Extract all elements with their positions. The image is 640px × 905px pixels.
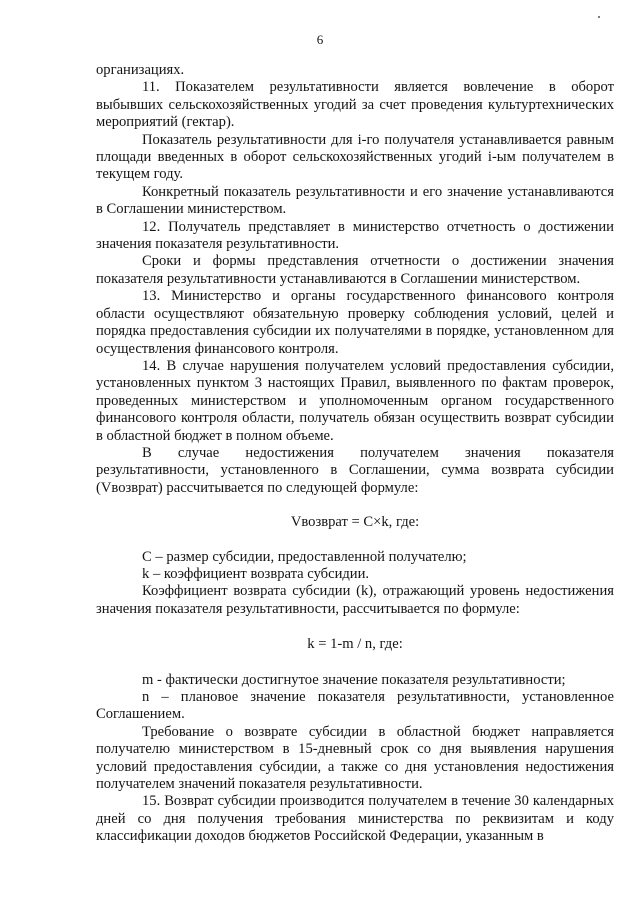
paragraph-continuation: организациях. <box>96 62 185 78</box>
paragraph-item-11: 11. Показателем результативности является вовлечение в оборот выбывших сельскохозяйственных угодий за счет проведения культуртехнических мероприятий (гектар). <box>96 79 614 131</box>
formula-refund: Vвозврат = C×k, где: <box>290 514 420 531</box>
document-body <box>96 62 614 846</box>
paragraph-item-14: 14. В случае нарушения получателем условий предоставления субсидии, установленных пунктом 3 настоящих Правил, выявленного по фактам проверок, проведенных министерством и уполномоченным органом государственного финансового контроля области, получатель обязан осуществить возврат субсидии в областной бюджет в полном объеме. <box>96 357 614 444</box>
paragraph-indicator-agreement: Конкретный показатель результативности и его значение устанавливаются в Соглашении министерством. <box>96 183 614 218</box>
paragraph-item-15: 15. Возврат субсидии производится получателем в течение 30 календарных дней со дня получения требования министерства по реквизитам и коду классификации доходов бюджетов Российской Федерации, указанным в <box>96 793 614 845</box>
paragraph-refund-formula-intro: В случае недостижения получателем значения показателя результативности, установленного в Соглашении, сумма возврата субсидии (Vвозврат) рассчитывается по следующей формуле: <box>96 444 614 496</box>
paragraph-item-13: 13. Министерство и органы государственного финансового контроля области осуществляют обязательную проверку соблюдения условий, целей и порядка предоставления субсидии их получателями в порядке, установленном для осуществления финансового контроля. <box>96 288 614 357</box>
scan-speck <box>598 16 600 18</box>
paragraph-item-12: 12. Получатель представляет в министерство отчетность о достижении значения показателя результативности. <box>96 218 614 253</box>
paragraph-reporting-terms: Сроки и формы представления отчетности о достижении значения показателя результативности устанавливаются в Соглашении министерством. <box>96 253 614 287</box>
paragraph-indicator-definition: Показатель результативности для i-го получателя устанавливается равным площади введенных в оборот сельскохозяйственных угодий i-ым получателем в текущем году. <box>96 131 614 183</box>
paragraph-n-definition: n – плановое значение показателя результативности, установленное Соглашением. <box>96 689 614 723</box>
paragraph-m-definition: m - фактически достигнутое значение показателя результативности; <box>142 671 566 688</box>
paragraph-c-definition: C – размер субсидии, предоставленной получателю; <box>142 548 467 565</box>
formula-coefficient: k = 1-m / n, где: <box>307 636 403 653</box>
page-number: 6 <box>316 32 324 47</box>
paragraph-k-formula-intro: Коэффициент возврата субсидии (k), отражающий уровень недостижения значения показателя результативности, рассчитывается по формуле: <box>96 583 614 617</box>
paragraph-k-definition: k – коэффициент возврата субсидии. <box>142 565 370 582</box>
paragraph-refund-requirement: Требование о возврате субсидии в областной бюджет направляется получателю министерством в 15-дневный срок со дня выявления нарушения условий предоставления субсидии, а также со дня установления недостижения получателем значений показателя результативности. <box>96 723 614 793</box>
